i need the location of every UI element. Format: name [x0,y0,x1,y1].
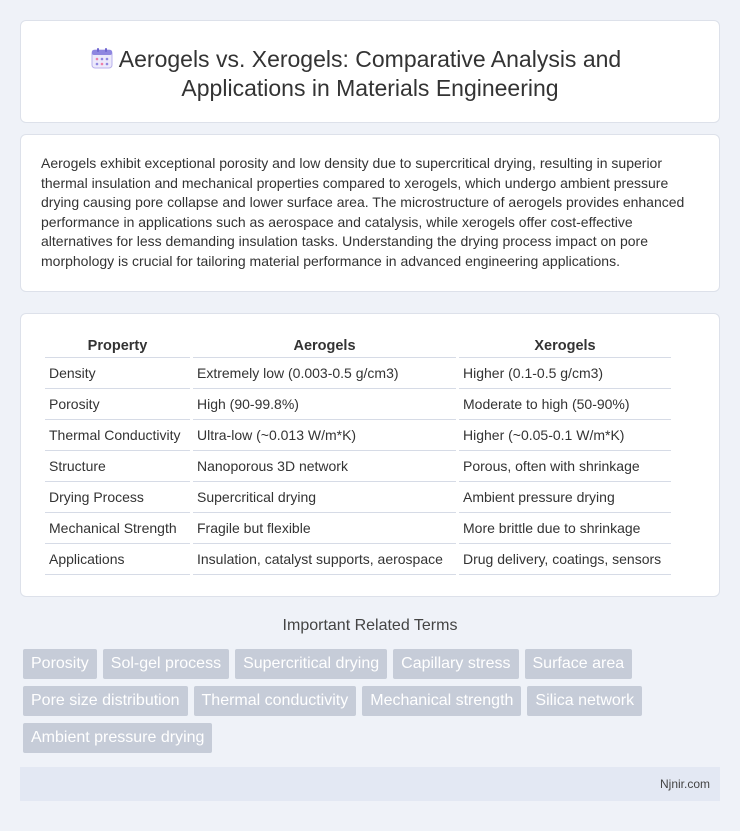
comparison-table-card [20,313,720,597]
footer [20,767,720,801]
summary-card [20,134,720,292]
table-cell: Density [45,358,190,389]
table-cell: Mechanical Strength [45,513,190,544]
table-cell: More brittle due to shrinkage [459,513,671,544]
table-cell: Applications [45,544,190,575]
term-tag[interactable]: Thermal conductivity [194,686,357,716]
table-cell: Structure [45,451,190,482]
table-row [45,358,671,389]
term-tag[interactable]: Mechanical strength [362,686,521,716]
footer-site-link[interactable]: Njnir.com [659,777,710,791]
table-cell: Ultra-low (~0.013 W/m*K) [193,420,456,451]
column-header-property: Property [45,334,190,358]
table-cell: High (90-99.8%) [193,389,456,420]
related-terms-heading: Important Related Terms [282,617,458,634]
term-tag[interactable]: Ambient pressure drying [23,723,212,753]
table-cell: Supercritical drying [193,482,456,513]
table-row [45,420,671,451]
table-row [45,451,671,482]
title-card [20,20,720,123]
table-header-row [45,334,671,358]
term-tag[interactable]: Surface area [525,649,633,679]
term-tag[interactable]: Capillary stress [393,649,518,679]
term-tag[interactable]: Silica network [527,686,642,716]
column-header-aerogels: Aerogels [193,334,456,358]
term-tag[interactable]: Sol-gel process [103,649,229,679]
table-cell: Higher (0.1-0.5 g/cm3) [459,358,671,389]
comparison-table [42,334,674,575]
table-cell: Thermal Conductivity [45,420,190,451]
table-cell: Higher (~0.05-0.1 W/m*K) [459,420,671,451]
table-row [45,513,671,544]
page-title-line-2: Applications in Materials Engineering [181,75,559,101]
table-row [45,389,671,420]
table-cell: Drying Process [45,482,190,513]
summary-text: Aerogels exhibit exceptional porosity and low density due to supercritical drying, resulting in superior thermal insulation and mechanical properties compared to xerogels, which undergo ambient pressure drying causing pore collapse and lower surface area. The microstructure of aerogels provides enhanced performance in applications such as aerospace and catalysis, while xerogels offer cost-effective alternatives for less demanding insulation tasks. Understanding the drying process impact on pore morphology is crucial for tailoring material performance in advanced engineering applications. [41,155,685,269]
related-terms-tags [23,649,713,753]
table-cell: Porosity [45,389,190,420]
column-header-xerogels: Xerogels [459,334,671,358]
table-cell: Drug delivery, coatings, sensors [459,544,671,575]
term-tag[interactable]: Porosity [23,649,97,679]
table-cell: Insulation, catalyst supports, aerospace [193,544,456,575]
table-cell: Ambient pressure drying [459,482,671,513]
term-tag[interactable]: Supercritical drying [235,649,387,679]
table-cell: Extremely low (0.003-0.5 g/cm3) [193,358,456,389]
term-tag[interactable]: Pore size distribution [23,686,188,716]
page-title-line-1: Aerogels vs. Xerogels: Comparative Analysis and [118,46,622,72]
table-row [45,544,671,575]
table-cell: Porous, often with shrinkage [459,451,671,482]
table-cell: Moderate to high (50-90%) [459,389,671,420]
table-cell: Fragile but flexible [193,513,456,544]
table-row [45,482,671,513]
page-title [21,45,719,103]
table-cell: Nanoporous 3D network [193,451,456,482]
